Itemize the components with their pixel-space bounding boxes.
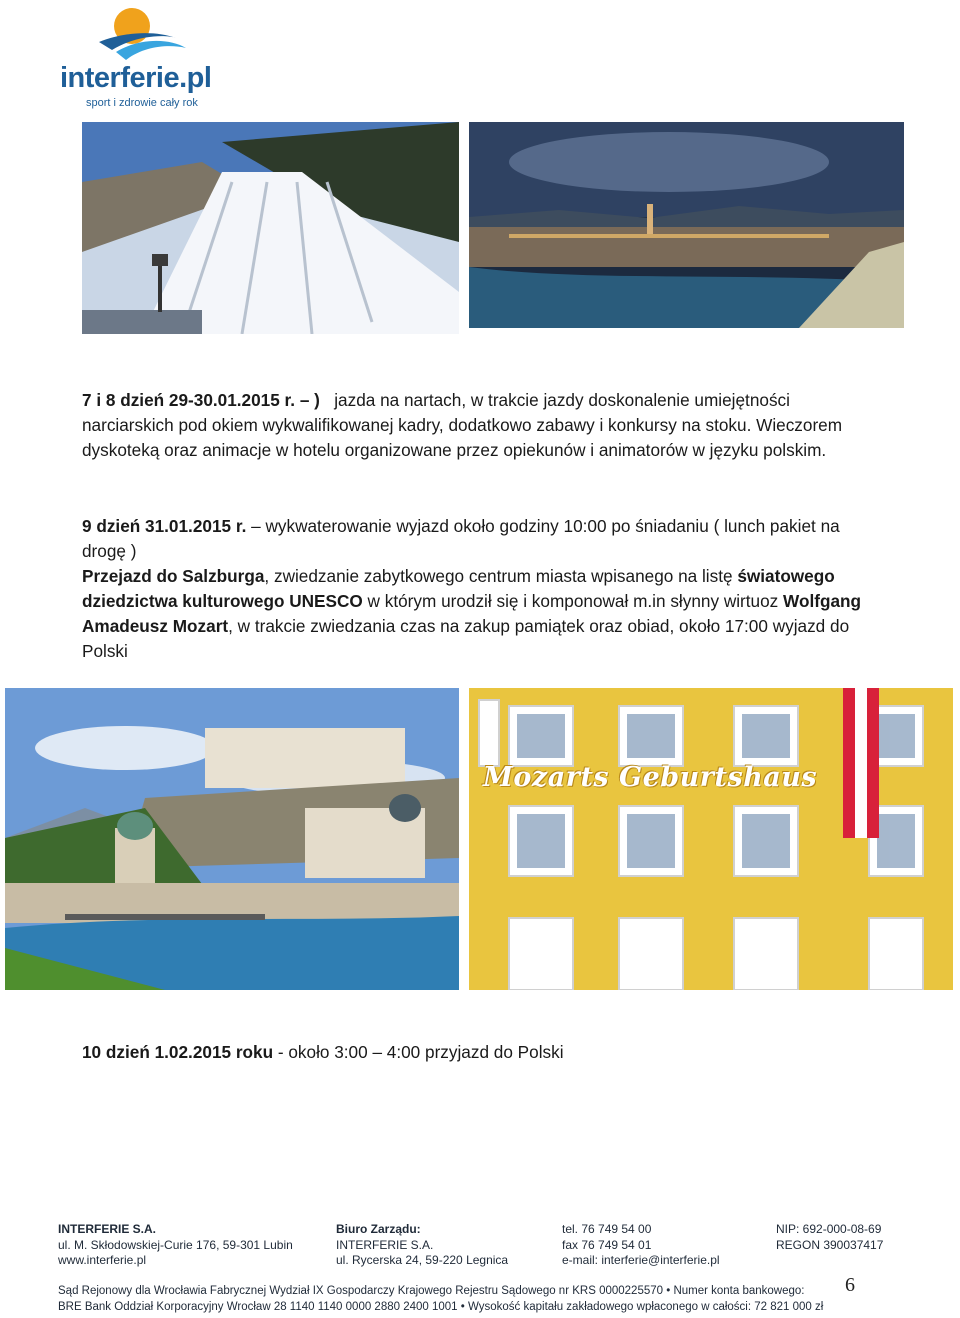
footer-nip: NIP: 692-000-08-69	[776, 1222, 882, 1236]
mozart-house-photo	[469, 688, 953, 990]
salzburg-photo	[5, 688, 459, 990]
day-9-heading: 9 dzień 31.01.2015 r.	[82, 516, 247, 536]
day-9-bold-salzburg: Przejazd do Salzburga	[82, 566, 265, 586]
day-10-paragraph	[82, 1040, 872, 1065]
page-number: 6	[845, 1274, 855, 1296]
footer-company-address: ul. M. Skłodowskiej-Curie 176, 59-301 Lubin	[58, 1237, 293, 1252]
footer-legal-info	[58, 1284, 848, 1315]
footer-regon: REGON 390037417	[776, 1237, 884, 1252]
footer-contact	[562, 1222, 762, 1269]
footer-office-company: INTERFERIE S.A.	[336, 1237, 434, 1252]
logo-wordmark: interferie.pl	[60, 62, 212, 94]
footer-office-address: ul. Rycerska 24, 59-220 Legnica	[336, 1253, 509, 1267]
day-9-text-4: , w trakcie zwiedzania czas na zakup pamiątek oraz obiad, około 17:00 wyjazd do Polski	[82, 616, 850, 661]
mozart-house-sign: Mozarts Geburtshaus	[483, 762, 818, 793]
company-logo[interactable]	[56, 0, 226, 115]
day-10-heading: 10 dzień 1.02.2015 roku	[82, 1042, 274, 1062]
footer-legal-line-1: Sąd Rejonowy dla Wrocławia Fabrycznej Wydział IX Gospodarczy Krajowego Rejestru Sądowego nr KRS 0000225570 • Numer konta bankowego:	[58, 1285, 805, 1297]
footer-website-link[interactable]: www.interferie.pl	[58, 1253, 147, 1267]
footer-email-link[interactable]: e-mail: interferie@interferie.pl	[562, 1253, 720, 1267]
day-9-bold-unesco: światowego dziedzictwa kulturowego UNESCO	[82, 566, 835, 611]
day-9-text-3: w którym urodził się i komponował m.in słynny wirtuoz	[362, 591, 784, 611]
day-7-8-paragraph	[82, 388, 872, 463]
footer-registration	[776, 1222, 926, 1253]
footer-company-name: INTERFERIE S.A.	[58, 1222, 157, 1236]
logo-tagline: sport i zdrowie cały rok	[86, 97, 198, 109]
sun-wave-logo-icon	[94, 4, 214, 64]
footer-office-title: Biuro Zarządu:	[336, 1222, 421, 1236]
day-9-text-2: , zwiedzanie zabytkowego centrum miasta wpisanego na listę	[264, 566, 738, 586]
footer-management-office	[336, 1222, 546, 1269]
day-9-bold-mozart: Wolfgang Amadeusz Mozart	[82, 591, 862, 636]
footer-company-info	[58, 1222, 318, 1269]
ski-jump-photo	[82, 122, 459, 334]
day-9-text-1: – wykwaterowanie wyjazd około godziny 10:00 po śniadaniu ( lunch pakiet na drogę )	[82, 516, 840, 561]
day-7-8-text: jazda na nartach, w trakcie jazdy doskonalenie umiejętności narciarskich pod okiem wykwalifikowanej kadry, dodatkowo zabawy i konkursy na stoku. Wieczorem dyskoteką oraz animacje w hotelu organizowane przez opiekunów i animatorów w języku polskim.	[82, 390, 843, 460]
day-10-text: - około 3:00 – 4:00 przyjazd do Polski	[273, 1042, 564, 1062]
footer-phone: tel. 76 749 54 00	[562, 1222, 652, 1236]
day-7-8-heading: 7 i 8 dzień 29-30.01.2015 r. – )	[82, 390, 320, 410]
footer-fax: fax 76 749 54 01	[562, 1237, 652, 1252]
day-9-paragraph	[82, 514, 872, 664]
town-panorama-photo	[469, 122, 904, 328]
footer-legal-line-2: BRE Bank Oddział Korporacyjny Wrocław 28 1140 1140 0000 2880 2400 1001 • Wysokość kapitału zakładowego wpłaconego w całości: 72 821 000 zł	[58, 1300, 824, 1313]
